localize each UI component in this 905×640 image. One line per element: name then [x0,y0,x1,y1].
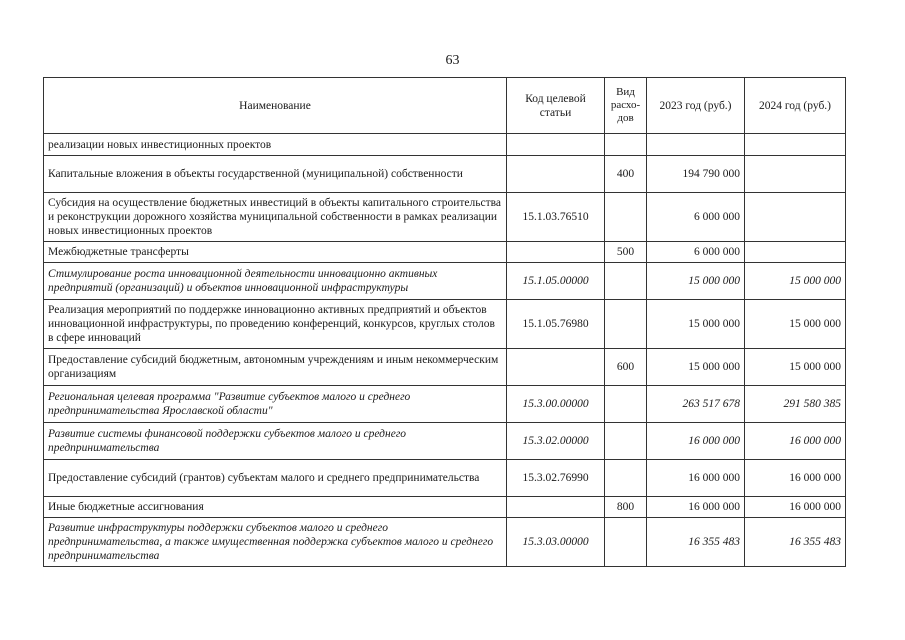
page-number: 63 [445,53,460,68]
table-row [44,349,846,386]
cell-2024: 15 000 000 [745,263,846,300]
cell-2024 [745,156,846,193]
cell-kind: 400 [605,156,647,193]
cell-2024 [745,193,846,242]
cell-2024: 291 580 385 [745,386,846,423]
cell-code: 15.3.00.00000 [507,386,605,423]
table-row [44,460,846,497]
cell-2024: 16 000 000 [745,423,846,460]
cell-kind: 800 [605,497,647,518]
cell-2023: 15 000 000 [647,349,745,386]
cell-code [507,134,605,156]
cell-name: Предоставление субсидий бюджетным, автономным учреждениям и иным некоммерческим организациям [44,349,507,386]
table-row [44,242,846,263]
cell-name: Стимулирование роста инновационной деятельности инновационно активных предприятий (организаций) и объектов инновационной инфраструктуры [44,263,507,300]
table-row [44,156,846,193]
cell-kind [605,423,647,460]
cell-2023: 15 000 000 [647,263,745,300]
column-header-2024: 2024 год (руб.) [745,78,846,134]
cell-code [507,156,605,193]
cell-2024 [745,134,846,156]
cell-code: 15.1.05.00000 [507,263,605,300]
table-header-row [44,78,846,134]
cell-name: Реализация мероприятий по поддержке инновационно активных предприятий и объектов инновационной инфраструктуры, по проведению конференций, конкурсов, круглых столов в сфере инноваций [44,300,507,349]
table-row [44,518,846,567]
cell-name: Капитальные вложения в объекты государственной (муниципальной) собственности [44,156,507,193]
cell-code [507,349,605,386]
cell-2023: 194 790 000 [647,156,745,193]
cell-code: 15.1.05.76980 [507,300,605,349]
cell-kind [605,193,647,242]
cell-2024: 15 000 000 [745,349,846,386]
cell-2023: 16 000 000 [647,497,745,518]
cell-2024: 16 000 000 [745,497,846,518]
cell-code [507,497,605,518]
column-header-code: Код целевой статьи [507,78,605,134]
budget-table [43,77,846,567]
cell-2023: 16 000 000 [647,423,745,460]
cell-name: Иные бюджетные ассигнования [44,497,507,518]
cell-2023: 6 000 000 [647,193,745,242]
cell-2023: 16 000 000 [647,460,745,497]
cell-2023: 6 000 000 [647,242,745,263]
cell-name: Развитие системы финансовой поддержки субъектов малого и среднего предпринимательства [44,423,507,460]
cell-name: Межбюджетные трансферты [44,242,507,263]
cell-2024: 16 000 000 [745,460,846,497]
cell-kind: 600 [605,349,647,386]
cell-2023: 263 517 678 [647,386,745,423]
cell-code [507,242,605,263]
cell-name: Региональная целевая программа "Развитие субъектов малого и среднего предпринимательства Ярославской области" [44,386,507,423]
cell-2024 [745,242,846,263]
cell-kind [605,518,647,567]
table-row [44,263,846,300]
table-row [44,300,846,349]
cell-code: 15.3.03.00000 [507,518,605,567]
cell-2023: 15 000 000 [647,300,745,349]
column-header-kind: Вид расхо-дов [605,78,647,134]
cell-2024: 16 355 483 [745,518,846,567]
cell-code: 15.1.03.76510 [507,193,605,242]
cell-2023 [647,134,745,156]
column-header-name: Наименование [44,78,507,134]
table-row [44,193,846,242]
cell-name: Развитие инфраструктуры поддержки субъектов малого и среднего предпринимательства, а также имущественная поддержка субъектов малого и среднего предпринимательства [44,518,507,567]
cell-name: Субсидия на осуществление бюджетных инвестиций в объекты капитального строительства и реконструкции дорожного хозяйства муниципальной собственности в рамках реализации новых инвестиционных проектов [44,193,507,242]
column-header-2023: 2023 год (руб.) [647,78,745,134]
cell-name: Предоставление субсидий (грантов) субъектам малого и среднего предпринимательства [44,460,507,497]
table-row [44,423,846,460]
cell-code: 15.3.02.76990 [507,460,605,497]
cell-2024: 15 000 000 [745,300,846,349]
cell-name: реализации новых инвестиционных проектов [44,134,507,156]
table-row [44,134,846,156]
cell-2023: 16 355 483 [647,518,745,567]
cell-kind: 500 [605,242,647,263]
cell-kind [605,134,647,156]
table-row [44,386,846,423]
cell-kind [605,263,647,300]
table-row [44,497,846,518]
cell-kind [605,300,647,349]
cell-kind [605,460,647,497]
cell-code: 15.3.02.00000 [507,423,605,460]
cell-kind [605,386,647,423]
